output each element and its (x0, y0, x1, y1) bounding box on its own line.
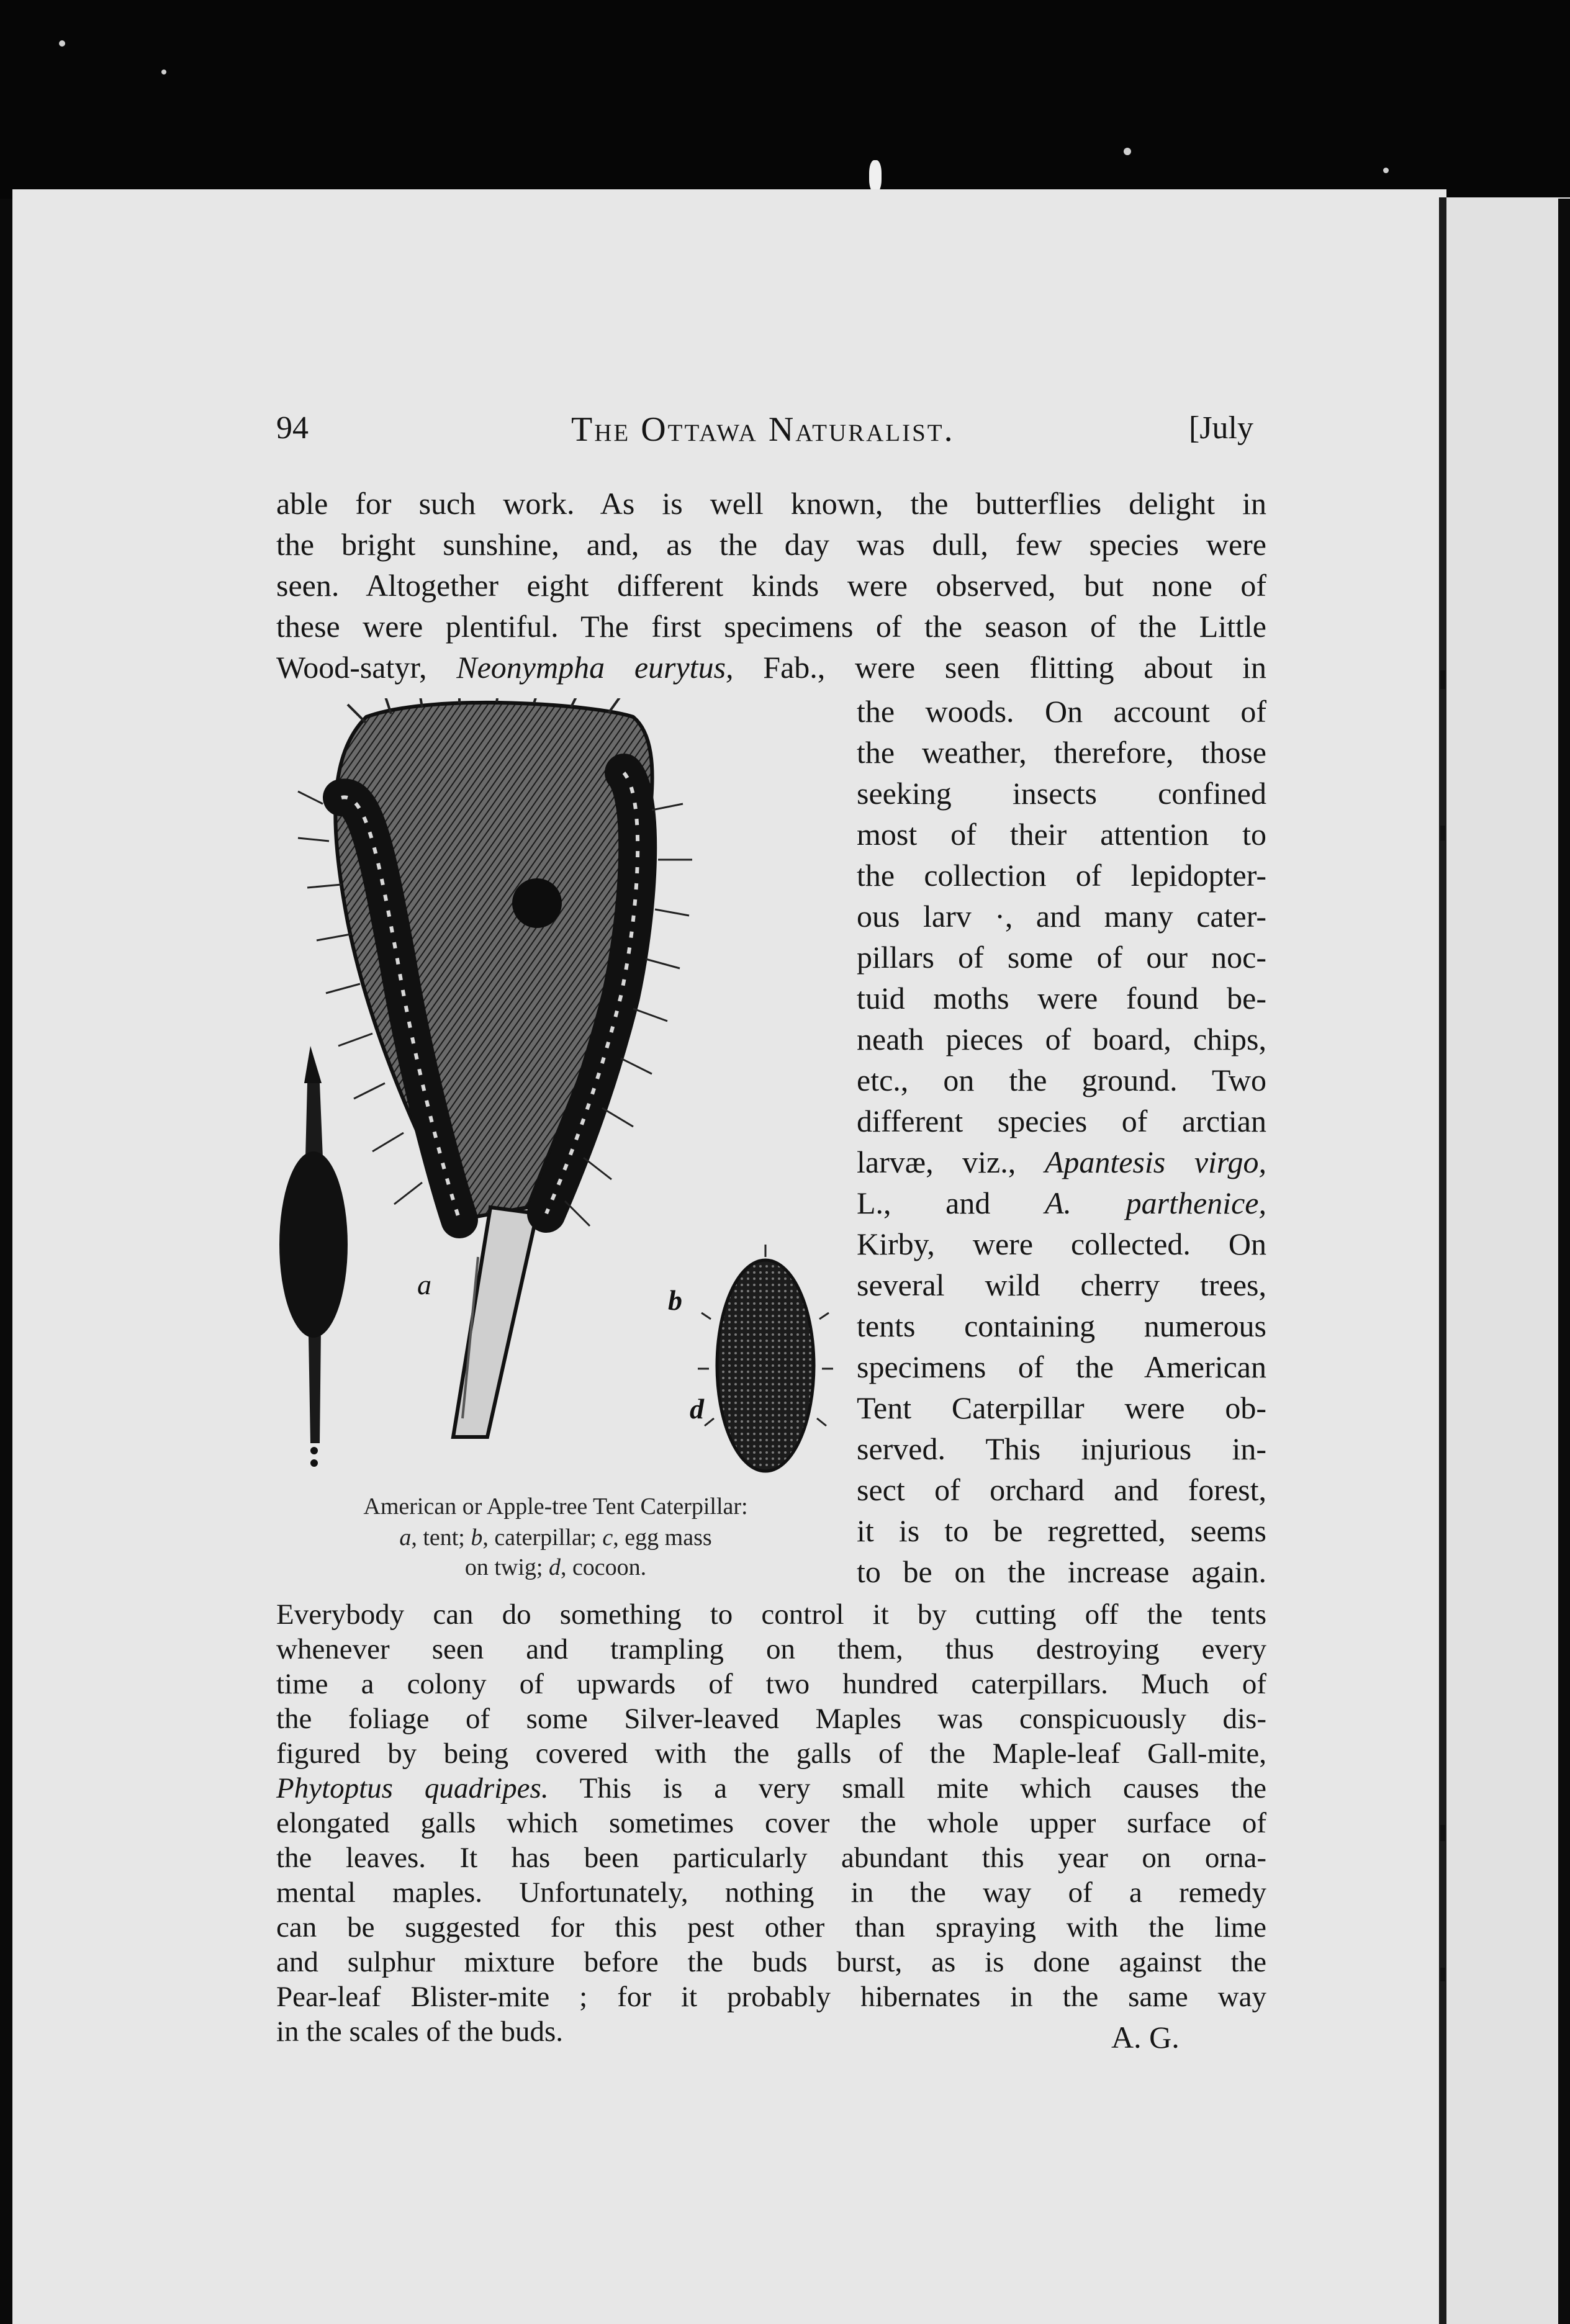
caption-letter: c (602, 1525, 613, 1551)
body-line: the collection of lepidopter- (857, 858, 1266, 893)
text-run: This is a very small mite which causes the (548, 1772, 1266, 1804)
body-line: tents containing numerous (857, 1308, 1266, 1343)
page-gutter (1439, 197, 1446, 2324)
body-line: etc., on the ground. Two (857, 1063, 1266, 1097)
caption-line (273, 1524, 838, 1551)
body-line: able for such work. As is well known, the butterflies delight in (276, 486, 1266, 521)
body-line (857, 1144, 1266, 1180)
caption-letter: d (548, 1554, 561, 1580)
body-line: can be suggested for this pest other than spraying with the lime (276, 1911, 1266, 1943)
dust-speck (161, 70, 166, 74)
dust-speck (59, 40, 65, 47)
body-line: seeking insects confined (857, 776, 1266, 811)
body-line (276, 1770, 1266, 1806)
body-line: Tent Caterpillar were ob- (857, 1390, 1266, 1425)
caption-line: American or Apple-tree Tent Caterpillar: (363, 1493, 748, 1520)
text-run: Wood-satyr, (276, 650, 457, 685)
margin-mark (1440, 1825, 1445, 1841)
margin-mark (1440, 670, 1445, 689)
text-run: Fab., were seen flitting about in (733, 650, 1266, 685)
scan-edge (1558, 199, 1570, 2324)
margin-mark (1440, 826, 1445, 840)
species-name: Apantesis virgo, (1044, 1145, 1267, 1179)
body-line: sect of orchard and forest, (857, 1472, 1266, 1507)
text-run: L., and (857, 1186, 1045, 1220)
scan-background (0, 0, 1570, 199)
species-name: A. parthenice, (1045, 1186, 1266, 1220)
body-line: mental maples. Unfortunately, nothing in the way of a remedy (276, 1876, 1266, 1909)
body-line: to be on the increase again. (857, 1554, 1266, 1589)
body-line: the bright sunshine, and, as the day was dull, few species were (276, 527, 1266, 562)
dust-speck (1124, 148, 1131, 155)
body-line: ous larv ·, and many cater- (857, 899, 1266, 934)
body-line: specimens of the American (857, 1349, 1266, 1384)
body-line: the woods. On account of (857, 694, 1266, 729)
body-line: neath pieces of board, chips, (857, 1022, 1266, 1056)
label-b: b (668, 1284, 682, 1316)
body-line: tuid moths were found be- (857, 981, 1266, 1016)
margin-mark (1440, 1968, 1445, 1981)
caption-line (273, 1554, 838, 1581)
running-month: [July (1189, 410, 1253, 446)
body-line: seen. Altogether eight different kinds were observed, but none of (276, 568, 1266, 603)
body-line-last: in the scales of the buds. (276, 2015, 564, 2048)
body-line: several wild cherry trees, (857, 1268, 1266, 1302)
body-line: time a colony of upwards of two hundred caterpillars. Much of (276, 1668, 1266, 1700)
label-d: d (690, 1393, 704, 1425)
body-line: the leaves. It has been particularly abundant this year on orna- (276, 1842, 1266, 1874)
text-run: on twig; (464, 1554, 549, 1580)
dust-speck (1383, 168, 1389, 173)
text-run: , cocoon. (560, 1554, 647, 1580)
engraving (273, 698, 838, 1487)
body-line: Kirby, were collected. On (857, 1227, 1266, 1261)
body-line: Everybody can do something to control it by cutting off the tents (276, 1598, 1266, 1631)
text-run: , tent; (411, 1525, 471, 1551)
body-line: these were plentiful. The first specimens of the season of the Little (276, 609, 1266, 644)
body-line: figured by being covered with the galls of the Maple-leaf Gall-mite, (276, 1737, 1266, 1770)
body-line: pillars of some of our noc- (857, 940, 1266, 975)
body-line (857, 1185, 1266, 1221)
author-initials: A. G. (1111, 2020, 1180, 2055)
body-line: elongated galls which sometimes cover the whole upper surface of (276, 1807, 1266, 1839)
adjacent-page (1446, 197, 1570, 2324)
species-name: Neonympha eurytus, (456, 650, 734, 685)
text-run: larvæ, viz., (857, 1145, 1045, 1179)
body-line: different species of arctian (857, 1104, 1266, 1138)
body-line: whenever seen and trampling on them, thus destroying every (276, 1633, 1266, 1665)
body-line: the foliage of some Silver-leaved Maples was conspicuously dis- (276, 1703, 1266, 1735)
page-number: 94 (276, 410, 309, 446)
body-line: served. This injurious in- (857, 1431, 1266, 1466)
body-line: it is to be regretted, seems (857, 1513, 1266, 1548)
illustration-tent-caterpillar (273, 698, 838, 1487)
text-run: , egg mass (613, 1525, 712, 1551)
running-title: The Ottawa Naturalist. (571, 410, 955, 449)
dust-speck (869, 160, 882, 192)
species-name: Phytoptus quadripes. (276, 1772, 549, 1804)
body-line: Pear-leaf Blister-mite ; for it probably hibernates in the same way (276, 1981, 1266, 2013)
body-line: most of their attention to (857, 817, 1266, 852)
body-line: the weather, therefore, those (857, 735, 1266, 770)
label-a: a (417, 1269, 431, 1300)
caption-letter: b (471, 1525, 483, 1551)
body-line (276, 649, 1266, 685)
body-line: and sulphur mixture before the buds burst, as is done against the (276, 1946, 1266, 1978)
caption-letter: a (399, 1525, 412, 1551)
text-run: , caterpillar; (482, 1525, 603, 1551)
